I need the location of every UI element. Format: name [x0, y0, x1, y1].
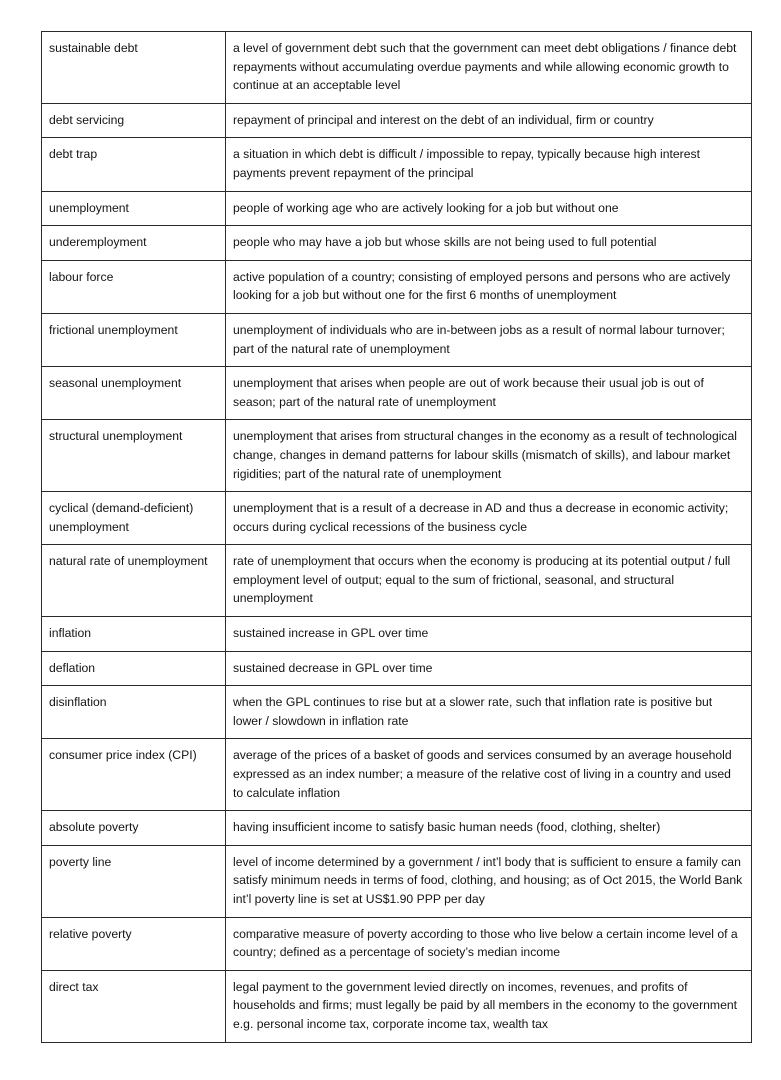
term-cell: debt servicing [42, 103, 226, 138]
definition-cell: rate of unemployment that occurs when the economy is producing at its potential output / full employment level of output; equal to the sum of frictional, seasonal, and structural unemployment [226, 545, 752, 617]
term-cell: structural unemployment [42, 420, 226, 492]
term-cell: consumer price index (CPI) [42, 739, 226, 811]
table-row [42, 420, 752, 492]
definition-cell: unemployment that arises when people are out of work because their usual job is out of season; part of the natural rate of unemployment [226, 367, 752, 420]
table-row [42, 32, 752, 104]
term-cell: disinflation [42, 686, 226, 739]
term-cell: seasonal unemployment [42, 367, 226, 420]
table-row [42, 260, 752, 313]
definition-text: legal payment to the government levied directly on incomes, revenues, and profits of households and firms; must legally be paid by all members in the economy to the government [233, 979, 738, 1013]
table-row [42, 191, 752, 226]
table-row [42, 492, 752, 545]
table-row [42, 103, 752, 138]
table-row [42, 686, 752, 739]
table-row [42, 545, 752, 617]
term-cell: unemployment [42, 191, 226, 226]
example-text: e.g. personal income tax, corporate income tax, wealth tax [233, 1016, 549, 1031]
table-row [42, 970, 752, 1042]
term-cell: underemployment [42, 226, 226, 261]
term-cell: frictional unemployment [42, 313, 226, 366]
table-row [42, 651, 752, 686]
definition-cell: unemployment that arises from structural changes in the economy as a result of technological change, changes in demand patterns for labour skills (mismatch of skills), and labour market rigidities; part of the natural rate of unemployment [226, 420, 752, 492]
glossary-sheet [41, 31, 751, 1043]
term-cell: poverty line [42, 845, 226, 917]
table-row [42, 739, 752, 811]
definition-cell: average of the prices of a basket of goods and services consumed by an average household expressed as an index number; a measure of the relative cost of living in a country and used to calculate inflation [226, 739, 752, 811]
definition-cell [226, 970, 752, 1042]
definition-cell: when the GPL continues to rise but at a slower rate, such that inflation rate is positive but lower / slowdown in inflation rate [226, 686, 752, 739]
term-cell: inflation [42, 617, 226, 652]
table-row [42, 811, 752, 846]
definition-cell: people who may have a job but whose skills are not being used to full potential [226, 226, 752, 261]
table-row [42, 917, 752, 970]
definition-cell: comparative measure of poverty according to those who live below a certain income level of a country; defined as a percentage of society’s median income [226, 917, 752, 970]
definition-cell: unemployment that is a result of a decrease in AD and thus a decrease in economic activity; occurs during cyclical recessions of the business cycle [226, 492, 752, 545]
term-cell: absolute poverty [42, 811, 226, 846]
term-cell: direct tax [42, 970, 226, 1042]
term-cell: relative poverty [42, 917, 226, 970]
table-row [42, 845, 752, 917]
term-cell: deflation [42, 651, 226, 686]
term-cell: natural rate of unemployment [42, 545, 226, 617]
definition-cell: a level of government debt such that the government can meet debt obligations / finance debt repayments without accumulating overdue payments and while allowing economic growth to continue at an acceptable level [226, 32, 752, 104]
definition-cell: sustained increase in GPL over time [226, 617, 752, 652]
definition-cell: a situation in which debt is difficult / impossible to repay, typically because high interest payments prevent repayment of the principal [226, 138, 752, 191]
definition-cell: having insufficient income to satisfy basic human needs (food, clothing, shelter) [226, 811, 752, 846]
definition-cell: sustained decrease in GPL over time [226, 651, 752, 686]
definition-cell: level of income determined by a government / int’l body that is sufficient to ensure a family can satisfy minimum needs in terms of food, clothing, and housing; as of Oct 2015, the World Bank int’l poverty line is set at US$1.90 PPP per day [226, 845, 752, 917]
table-row [42, 226, 752, 261]
term-cell: sustainable debt [42, 32, 226, 104]
definition-cell: repayment of principal and interest on the debt of an individual, firm or country [226, 103, 752, 138]
table-row [42, 313, 752, 366]
term-cell: cyclical (demand-deficient) unemployment [42, 492, 226, 545]
table-row [42, 617, 752, 652]
term-cell: labour force [42, 260, 226, 313]
term-cell: debt trap [42, 138, 226, 191]
definition-cell: active population of a country; consisting of employed persons and persons who are actively looking for a job but without one for the first 6 months of unemployment [226, 260, 752, 313]
table-row [42, 138, 752, 191]
table-row [42, 367, 752, 420]
definition-cell: unemployment of individuals who are in-between jobs as a result of normal labour turnover; part of the natural rate of unemployment [226, 313, 752, 366]
glossary-table [41, 31, 752, 1043]
definition-cell: people of working age who are actively looking for a job but without one [226, 191, 752, 226]
